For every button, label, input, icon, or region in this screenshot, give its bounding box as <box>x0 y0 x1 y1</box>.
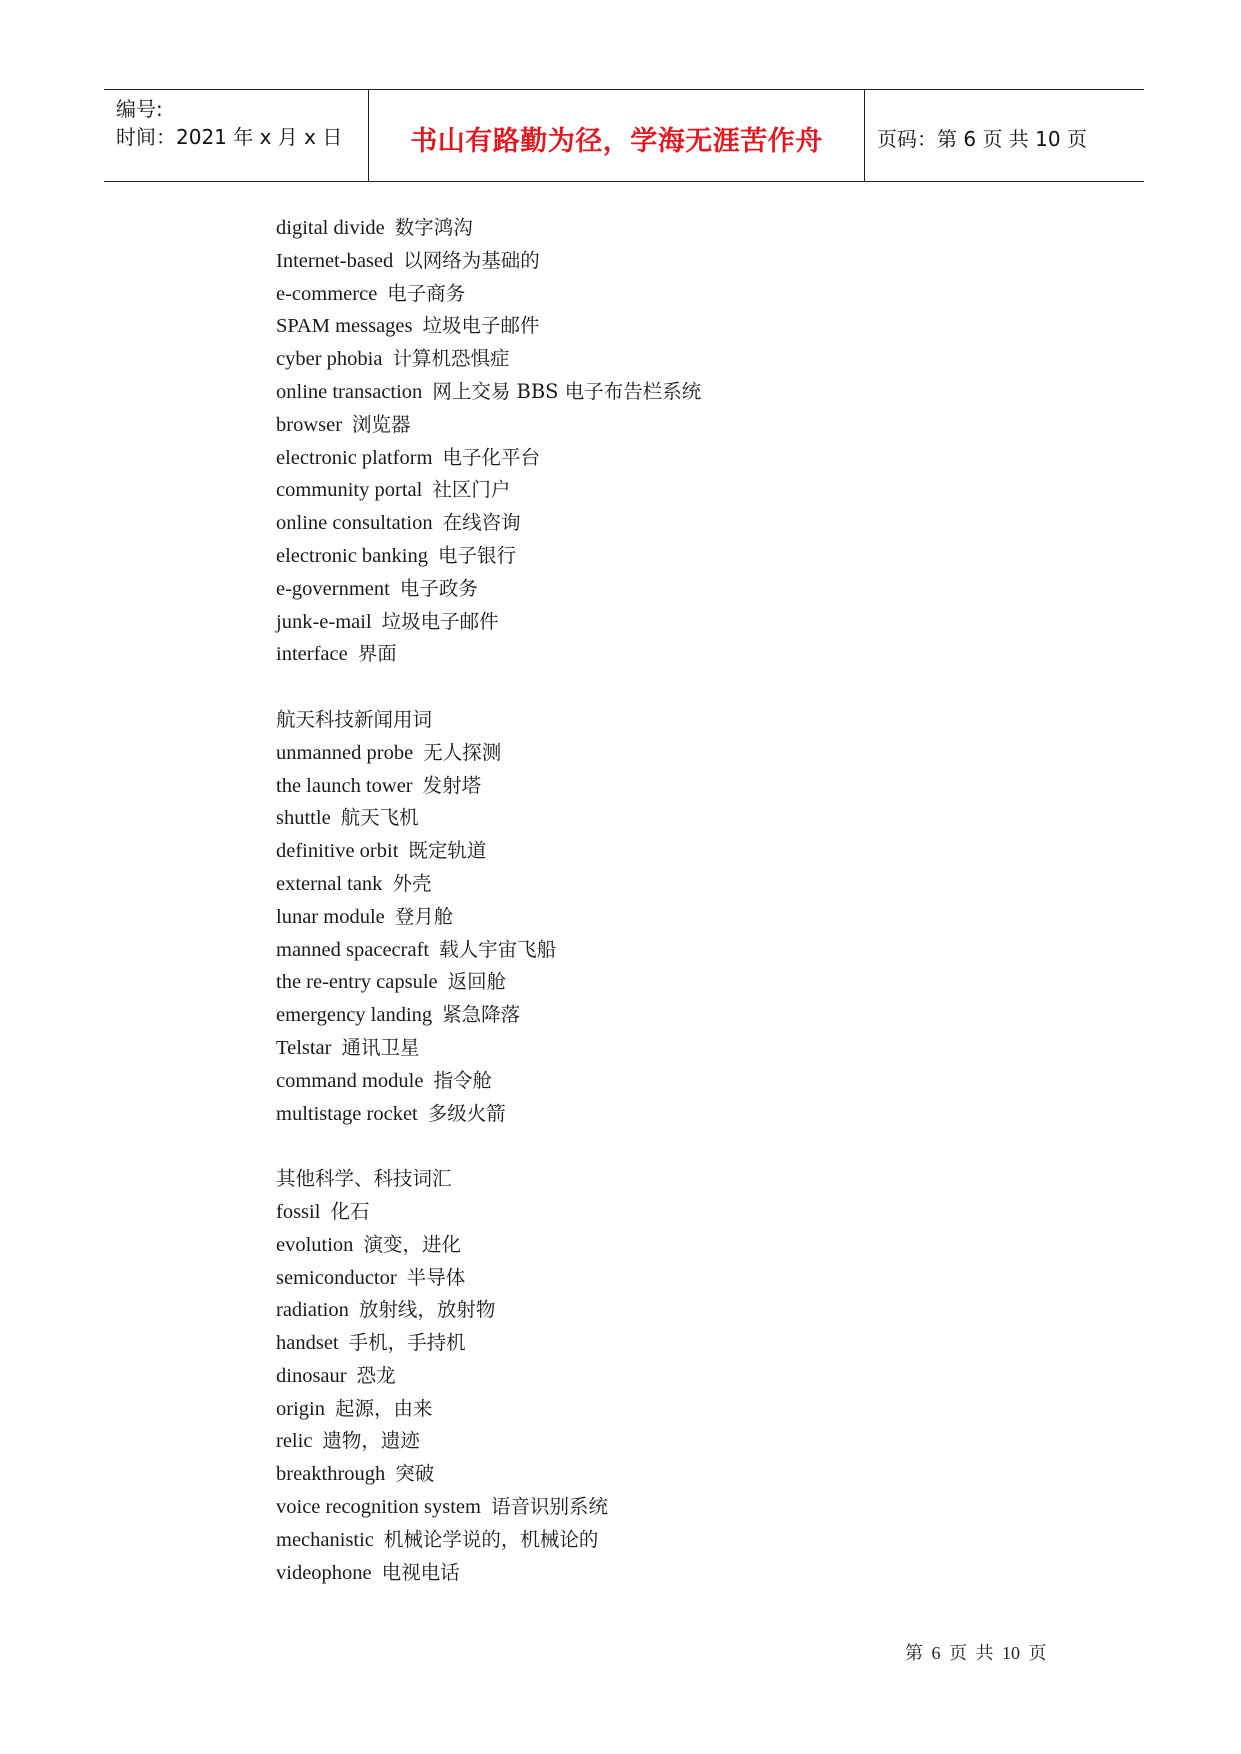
term-text: evolution <box>276 1233 354 1256</box>
header-middle-cell <box>369 90 865 181</box>
gloss-text: 计算机恐惧症 <box>392 347 510 371</box>
term-text: Telstar <box>276 1036 332 1059</box>
list-item <box>276 1229 1096 1262</box>
term-text: electronic platform <box>276 446 433 469</box>
list-item <box>276 1098 1096 1131</box>
vocab-section-aerospace <box>276 704 1096 1130</box>
list-item <box>276 1360 1096 1393</box>
term-text: electronic banking <box>276 544 428 567</box>
list-item <box>276 409 1096 442</box>
list-item <box>276 868 1096 901</box>
list-item <box>276 343 1096 376</box>
gloss-text: 演变，进化 <box>363 1232 461 1256</box>
list-item <box>276 245 1096 278</box>
list-item <box>276 1491 1096 1524</box>
gloss-text: 电子银行 <box>437 543 516 567</box>
list-item <box>276 310 1096 343</box>
gloss-text: 半导体 <box>406 1265 466 1289</box>
list-item <box>276 802 1096 835</box>
page-footer: 第 6 页 共 10 页 <box>905 1643 1047 1663</box>
term-text: digital divide <box>276 217 385 239</box>
term-text: the re-entry capsule <box>276 971 438 994</box>
gloss-text: 紧急降落 <box>442 1003 521 1027</box>
gloss-text: 起源，由来 <box>334 1396 433 1420</box>
list-item <box>276 999 1096 1032</box>
doc-number-label: 编号: <box>116 97 163 121</box>
term-text: junk-e-mail <box>276 610 372 633</box>
list-item <box>276 376 1096 409</box>
list-item <box>276 540 1096 573</box>
list-item <box>276 770 1096 803</box>
term-text: cyber phobia <box>276 348 383 371</box>
term-text: online consultation <box>276 512 433 535</box>
list-item <box>276 442 1096 475</box>
section-spacer <box>276 671 1096 704</box>
list-item <box>276 212 1096 245</box>
term-text: voice recognition system <box>276 1496 481 1519</box>
header-left-cell <box>104 90 369 181</box>
list-item <box>276 507 1096 540</box>
gloss-text: 浏览器 <box>352 412 411 436</box>
page-code-label: 页码：第 6 页 共 10 页 <box>877 127 1087 151</box>
list-item <box>276 1458 1096 1491</box>
gloss-text: 航天飞机 <box>340 806 419 830</box>
gloss-text: 化石 <box>330 1199 370 1223</box>
vocab-section-science <box>276 1163 1096 1589</box>
gloss-text: 机械论学说的，机械论的 <box>383 1527 599 1551</box>
gloss-text: 登月舱 <box>394 904 454 928</box>
term-text: manned spacecraft <box>276 938 430 961</box>
gloss-text: 通讯卫星 <box>341 1035 420 1059</box>
gloss-text: 恐龙 <box>356 1363 396 1387</box>
gloss-text: 指令舱 <box>433 1068 492 1092</box>
gloss-text: 突破 <box>395 1462 435 1486</box>
header-right-cell <box>865 90 1144 181</box>
list-item <box>276 638 1096 671</box>
term-text: semiconductor <box>276 1266 397 1289</box>
list-item <box>276 1196 1096 1229</box>
term-text: shuttle <box>276 807 331 830</box>
list-item <box>276 573 1096 606</box>
list-item <box>276 1557 1096 1590</box>
term-text: external tank <box>276 872 383 895</box>
gloss-text: 发射塔 <box>422 773 482 797</box>
list-item <box>276 606 1096 639</box>
term-text: unmanned probe <box>276 741 414 764</box>
section-heading: 航天科技新闻用词 <box>276 707 433 731</box>
page-header <box>104 89 1144 182</box>
list-item <box>276 966 1096 999</box>
term-text: emergency landing <box>276 1004 433 1027</box>
list-item <box>276 1524 1096 1557</box>
term-text: breakthrough <box>276 1463 386 1486</box>
term-text: interface <box>276 643 348 666</box>
gloss-text: 电子化平台 <box>442 445 541 469</box>
term-text: e-government <box>276 577 390 600</box>
term-text: browser <box>276 413 343 436</box>
gloss-text: 语音识别系统 <box>490 1495 608 1519</box>
gloss-text: 载人宇宙飞船 <box>439 937 557 961</box>
term-text: mechanistic <box>276 1528 374 1551</box>
gloss-text: 电子政务 <box>399 576 478 600</box>
gloss-text: 外壳 <box>392 871 432 895</box>
term-text: online transaction <box>276 380 423 403</box>
list-item <box>276 474 1096 507</box>
motto-text: 书山有路勤为径，学海无涯苦作舟 <box>410 126 823 157</box>
term-text: origin <box>276 1397 325 1420</box>
term-text: videophone <box>276 1561 372 1584</box>
list-item <box>276 1262 1096 1295</box>
gloss-text: 界面 <box>357 642 397 666</box>
term-text: radiation <box>276 1299 349 1322</box>
gloss-text: 垃圾电子邮件 <box>422 314 540 338</box>
vocabulary-content <box>276 212 1096 1589</box>
gloss-text: 数字鸿沟 <box>394 216 473 239</box>
gloss-text: 返回舱 <box>447 970 507 994</box>
list-item <box>276 1032 1096 1065</box>
gloss-text: 网上交易 BBS 电子布告栏系统 <box>432 379 702 403</box>
gloss-text: 遗物，遗迹 <box>322 1429 420 1453</box>
term-text: definitive orbit <box>276 840 399 863</box>
gloss-text: 垃圾电子邮件 <box>381 609 499 633</box>
gloss-text: 以网络为基础的 <box>403 248 540 272</box>
term-text: the launch tower <box>276 774 413 797</box>
gloss-text: 放射线，放射物 <box>358 1298 496 1322</box>
term-text: e-commerce <box>276 282 378 305</box>
term-text: lunar module <box>276 905 385 928</box>
term-text: Internet-based <box>276 249 394 272</box>
term-text: community portal <box>276 479 423 502</box>
term-text: handset <box>276 1332 339 1355</box>
gloss-text: 电视电话 <box>381 1560 460 1584</box>
section-spacer <box>276 1130 1096 1163</box>
list-item <box>276 278 1096 311</box>
list-item <box>276 934 1096 967</box>
term-text: dinosaur <box>276 1364 347 1387</box>
section-heading: 其他科学、科技词汇 <box>276 1167 452 1191</box>
gloss-text: 无人探测 <box>423 740 502 764</box>
list-item <box>276 901 1096 934</box>
gloss-text: 在线咨询 <box>442 511 521 535</box>
list-item <box>276 1294 1096 1327</box>
list-item <box>276 1327 1096 1360</box>
gloss-text: 社区门户 <box>432 478 511 502</box>
list-item <box>276 737 1096 770</box>
term-text: fossil <box>276 1200 321 1223</box>
term-text: relic <box>276 1430 313 1453</box>
term-text: command module <box>276 1069 424 1092</box>
doc-time-label: 时间：2021 年 x 月 x 日 <box>116 125 343 149</box>
list-item <box>276 1065 1096 1098</box>
list-item <box>276 1393 1096 1426</box>
gloss-text: 既定轨道 <box>408 839 487 863</box>
gloss-text: 手机，手持机 <box>348 1331 466 1355</box>
term-text: multistage rocket <box>276 1102 418 1125</box>
list-item <box>276 835 1096 868</box>
vocab-section-internet <box>276 212 1096 671</box>
list-item <box>276 1425 1096 1458</box>
term-text: SPAM messages <box>276 315 413 338</box>
gloss-text: 多级火箭 <box>427 1101 506 1125</box>
gloss-text: 电子商务 <box>387 281 466 305</box>
